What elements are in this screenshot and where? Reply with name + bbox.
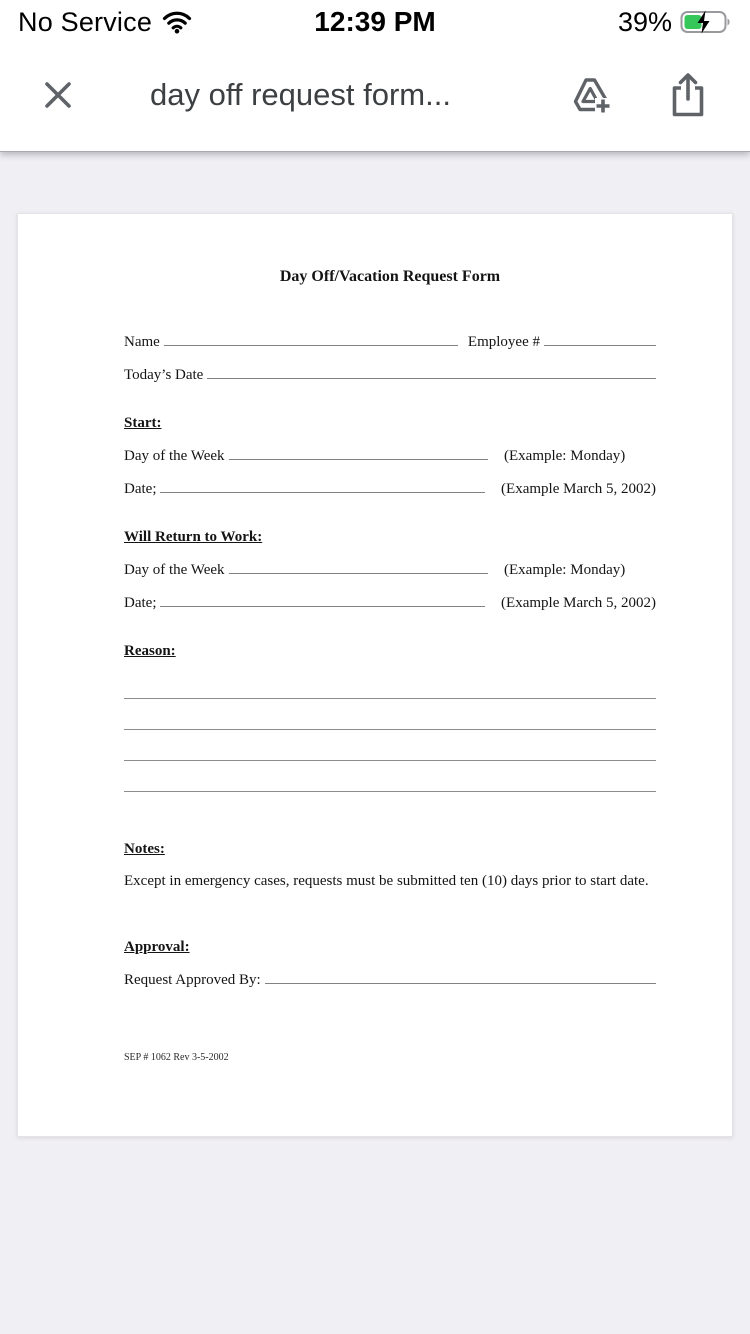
start-section-heading: Start:: [124, 415, 162, 431]
close-button[interactable]: [36, 73, 80, 117]
status-bar: [0, 0, 750, 44]
carrier-label: No Service: [18, 6, 153, 37]
toolbar-actions: [566, 69, 714, 121]
close-icon: [39, 76, 77, 114]
start-date-row: [124, 479, 656, 498]
document-title: day off request form...: [150, 76, 451, 112]
employee-number-blank-line: [544, 332, 656, 346]
reason-blank-line: [124, 729, 656, 730]
name-blank-line: [164, 332, 458, 346]
return-date-example: (Example March 5, 2002): [501, 595, 656, 611]
add-to-drive-icon: [568, 71, 616, 119]
battery-percent-label: 39%: [617, 6, 672, 37]
name-label: Name: [124, 334, 160, 350]
approved-by-label: Request Approved By:: [124, 972, 261, 988]
return-section-heading: Will Return to Work:: [124, 529, 263, 545]
approval-section-heading: Approval:: [124, 939, 190, 955]
name-row: [124, 332, 656, 351]
notes-section-heading: Notes:: [124, 841, 165, 857]
return-date-blank-line: [160, 593, 485, 607]
return-day-example: (Example: Monday): [504, 562, 626, 578]
form-footer-revision: SEP # 1062 Rev 3-5-2002: [124, 1052, 229, 1063]
return-day-row: [124, 560, 656, 579]
notes-text: Except in emergency cases, requests must be submitted ten (10) days prior to start date.: [124, 873, 649, 889]
reason-blank-line: [124, 791, 656, 792]
todays-date-blank-line: [207, 365, 656, 379]
form-title: Day Off/Vacation Request Form: [279, 268, 501, 285]
return-date-label: Date;: [124, 595, 157, 611]
todays-date-label: Today’s Date: [124, 367, 204, 383]
document-viewer[interactable]: [0, 153, 750, 1334]
form-content: [18, 214, 732, 1067]
reason-blank-line: [124, 760, 656, 761]
todays-date-row: [124, 365, 656, 384]
add-to-drive-button[interactable]: [566, 69, 618, 121]
share-button[interactable]: [662, 69, 714, 121]
return-date-row: [124, 593, 656, 612]
pdf-page: [17, 213, 733, 1137]
battery-charging-icon: [680, 9, 732, 35]
approved-by-row: [124, 970, 656, 989]
start-date-label: Date;: [124, 481, 157, 497]
start-day-example: (Example: Monday): [504, 448, 626, 464]
start-date-blank-line: [160, 479, 485, 493]
start-day-blank-line: [229, 446, 488, 460]
start-day-label: Day of the Week: [124, 448, 225, 464]
reason-section-heading: Reason:: [124, 643, 176, 659]
employee-number-label: Employee #: [467, 334, 540, 350]
start-day-row: [124, 446, 656, 465]
reason-blank-line: [124, 698, 656, 699]
status-right: [618, 7, 732, 38]
viewer-toolbar: [0, 44, 750, 152]
return-day-blank-line: [229, 560, 488, 574]
approved-by-blank-line: [265, 970, 656, 984]
return-day-label: Day of the Week: [124, 562, 225, 578]
share-icon: [666, 71, 710, 119]
start-date-example: (Example March 5, 2002): [501, 481, 656, 497]
clock: 12:39 PM: [314, 6, 436, 37]
